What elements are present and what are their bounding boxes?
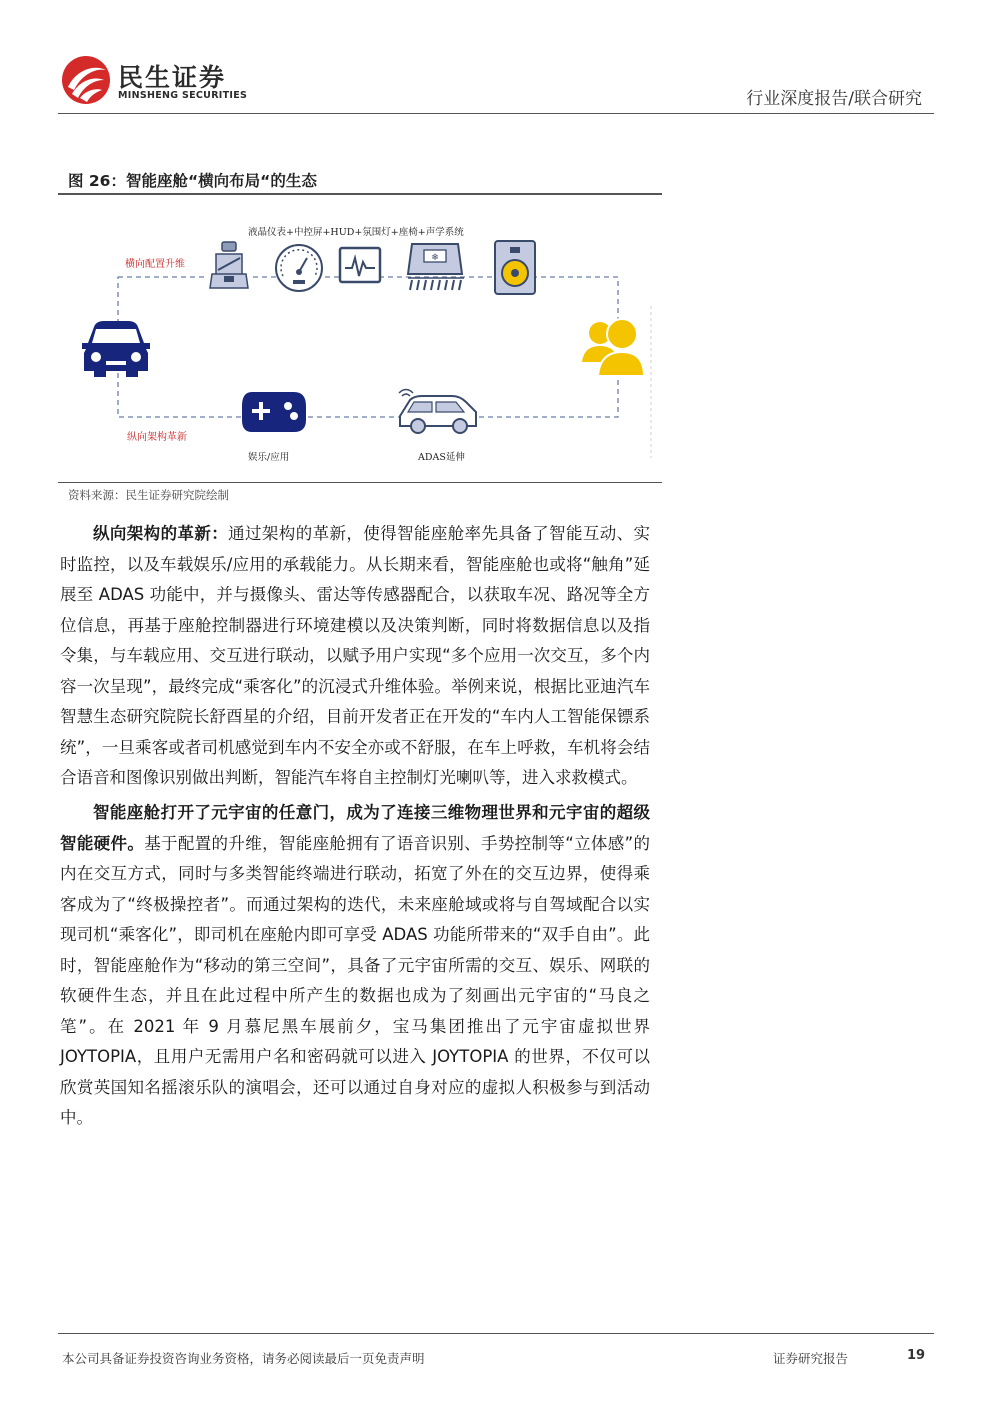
speaker-icon (495, 241, 535, 294)
paragraph-vertical-architecture (60, 519, 650, 794)
paragraph-lead: 智能座舱打开了元宇宙的任意门，成为了连接三维物理世界和元宇宙的超级智能硬件。 (60, 803, 650, 853)
users-icon (582, 319, 644, 376)
minsheng-emblem-icon (60, 54, 112, 106)
hud-icon (408, 244, 464, 290)
page-number: 19 (907, 1348, 926, 1363)
footer-disclaimer: 本公司具备证券投资咨询业务资格，请务必阅读最后一页免责声明 (62, 1351, 425, 1366)
screen-icon (340, 248, 380, 282)
footer-divider (58, 1333, 934, 1334)
connection-loop (118, 277, 618, 417)
report-type: 行业深度报告/联合研究 (746, 89, 922, 109)
seat-icon (208, 240, 250, 292)
horizontal-upgrade-label: 横向配置升维 (125, 259, 185, 270)
paragraph-lead: 纵向架构的革新： (93, 524, 229, 543)
figure-bottom-divider (58, 482, 662, 483)
figure-top-divider (58, 193, 662, 195)
brand-logo (60, 54, 300, 106)
svg-text:❄: ❄ (431, 253, 439, 263)
footer-doc-type: 证券研究报告 (773, 1351, 849, 1366)
paragraph-text: 通过架构的革新，使得智能座舱率先具备了智能互动、实时监控，以及车载娱乐/应用的承载能力。从长期来看，智能座舱也或将“触角”延展至 ADAS 功能中，并与摄像头、雷达等传感器配合，以获取车况、路况等全方位信息，再基于座舱控制器进行环境建模以及决策判断，同时将数据信息以及指令集，与车载应用、交互进行联动，以赋予用户实现“多个应用一次交互，多个内容一次呈现”，最终完成“乘客化”的沉浸式升维体验。举例来说，根据比亚迪汽车智慧生态研究院院长舒酉星的介绍，目前开发者正在开发的“车内人工智能保镖系统”，一旦乘客或者司机感觉到车内不安全亦或不舒服，在车上呼救，车机将会结合语音和图像识别做出判断，智能汽车将自主控制灯光喇叭等，进入求救模式。 (60, 524, 650, 787)
adas-caption: ADAS延伸 (418, 452, 465, 463)
top-caption: 液晶仪表+中控屏+HUD+氛围灯+座椅+声学系统 (248, 227, 464, 238)
gauge-icon (276, 245, 322, 291)
sensor-car-icon (399, 390, 476, 434)
gamepad-icon (242, 392, 306, 432)
paragraph-metaverse (60, 798, 650, 1134)
brand-name-en: MINSHENG SECURITIES (118, 90, 248, 101)
vertical-reform-label: 纵向架构革新 (127, 432, 187, 443)
cockpit-ecosystem-diagram (58, 196, 662, 481)
figure-source: 资料来源：民生证券研究院绘制 (68, 488, 229, 502)
figure-title: 图 26：智能座舱“横向布局“的生态 (68, 172, 317, 190)
entertainment-caption: 娱乐/应用 (248, 452, 290, 463)
paragraph-text: 基于配置的升维，智能座舱拥有了语音识别、手势控制等“立体感”的内在交互方式，同时与多类智能终端进行联动，拓宽了外在的交互边界，使得乘客成为了“终极操控者”。而通过架构的迭代，未来座舱域或将与自驾域配合以实现司机“乘客化”，即司机在座舱内即可享受 ADAS 功能所带来的“双手自由”。此时，智能座舱作为“移动的第三空间”，具备了元宇宙所需的交互、娱乐、网联的软硬件生态，并且在此过程中所产生的数据也成为了刻画出元宇宙的“马良之笔”。在 2021 年 9 月慕尼黑车展前夕，宝马集团推出了元宇宙虚拟世界 JOYTOPIA，且用户无需用户名和密码就可以进入 JOYTOPIA 的世界，不仅可以欣赏英国知名摇滚乐队的演唱会，还可以通过自身对应的虚拟人积极参与到活动中。 (60, 833, 650, 1127)
brand-name-cn: 民生证券 (118, 63, 227, 92)
header-divider (58, 113, 934, 114)
car-icon (82, 321, 150, 377)
